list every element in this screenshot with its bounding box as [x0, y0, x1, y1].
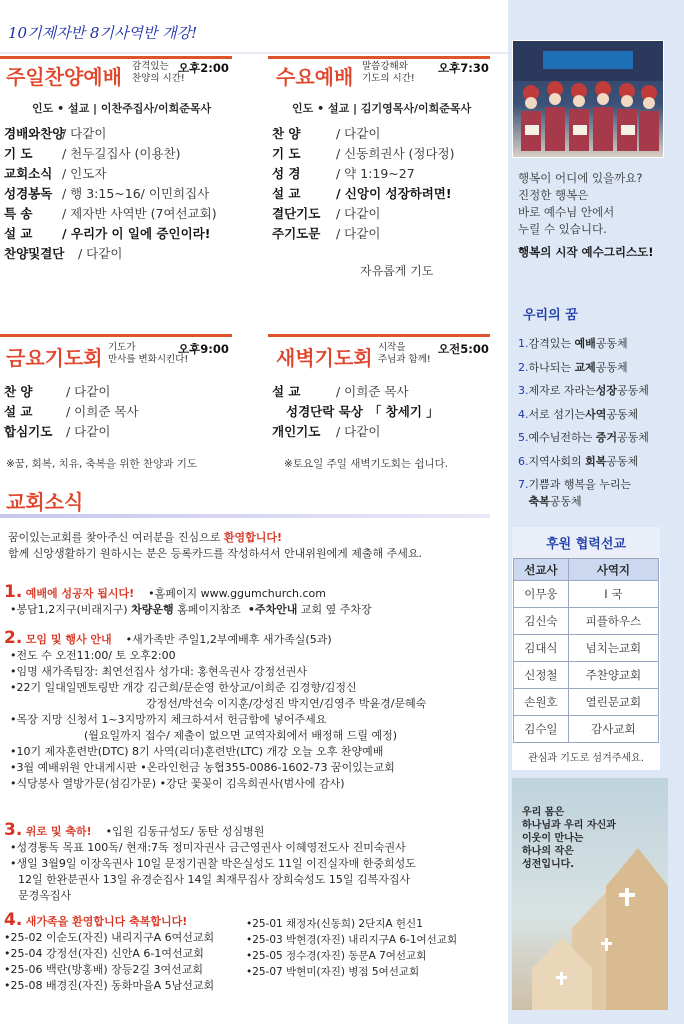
order-row: 결단기도 / 다같이	[272, 206, 381, 221]
mission-box	[512, 527, 660, 770]
group-photo	[512, 40, 664, 158]
news-section-4-right	[246, 916, 457, 980]
order-row: 설 교 / 우리가 이 일에 증인이라!	[4, 226, 211, 241]
dawn-title: 새벽기도회	[276, 346, 373, 370]
news-line: •22기 일대일멘토링반 개강 김근희/문순영 한상교/이희준 김경향/김정신	[10, 681, 357, 694]
dream-item: 4.서로 섬기는사역공동체	[518, 407, 639, 421]
table-row: 신정철 주찬양교회	[514, 662, 659, 689]
sunday-order	[4, 124, 217, 264]
order-row: 찬 양 / 다같이	[4, 384, 111, 399]
divider	[0, 52, 508, 54]
sunday-time: 오후2:00	[178, 61, 229, 75]
order-row: 개인기도 / 다같이	[272, 424, 381, 439]
news-line: •25-03 박현경(자진) 내리지구A 6-1여선교회	[246, 934, 458, 946]
friday-subtitle: 기도가 만사를 변화시킨다!	[108, 342, 189, 365]
news-divider	[0, 514, 490, 518]
mission-table: 선교사 사역지 이무웅 I 국 김신숙 피플하우스 김대식 넘치는교회 신정철 주찬양교회 손원호 열린문교회 김수일 감사교회	[513, 558, 659, 743]
news-section-2: 2. 모임 및 행사 안내 •새가족반 주일1,2부예배후 새가족실(5과) •전도 수 오전11:00/ 토 오후2:00 •임명 새가족팀장: 최연선집사 성가대: 홍현옥권사 강정선권사 •22기 일대일멘토링반 개강 김근희/문순영 한상교/이희준 김경향/김정신 강정선/박선숙 이지훈/강성진 박지연/김영주 박윤경/문혜숙 •목장 지망 신청서 1~3지망까지 체크하셔서 헌금함에 넣어주세요 (월요일까지 접수/ 제출이 없으면 교역자회에서 배정해 드릴 예정) •10기 제자훈련반(DTC) 8기 사역(리더)훈련반(LTC) 개강 오늘 오후 찬양예배 •3월 예배위원 안내게시판 •온라인헌금 농협355-0086-1602-73 꿈이있는교회 •식당봉사 열방가문(섬김가문) •강단 꽃꽂이 김옥희권사(범사에 감사)	[4, 628, 427, 790]
news-line: •25-08 배경진(자진) 동화마을A 5남선교회	[4, 979, 215, 992]
order-row: 설 교 / 신앙이 성장하려면!	[272, 186, 452, 201]
church-illustration	[512, 778, 668, 1010]
order-row: 설 교 / 이희준 목사	[272, 384, 409, 399]
table-row: 김대식 넘치는교회	[514, 635, 659, 662]
dawn-note: ※토요일 주일 새벽기도회는 쉽니다.	[284, 458, 449, 470]
table-row: 이무웅 I 국	[514, 581, 659, 608]
wednesday-leaders: 인도 • 설교 | 김기영목사/이희준목사	[292, 102, 472, 115]
order-row: 성경단락 묵상 「 창세기 」	[286, 404, 439, 419]
dawn-time: 오전5:00	[438, 342, 489, 356]
wednesday-bar	[268, 56, 490, 59]
news-line: •성경통독 목표 100독/ 현재:7독 정미자권사 금근영권사 이혜영전도사 진미숙권사	[10, 841, 406, 854]
wednesday-order	[272, 124, 455, 244]
news-section-4: 4. 새가족을 환영합니다 축복합니다! •25-02 이순도(자진) 내리지구A 6여선교회 •25-04 강정선(자진) 신안A 6-1여선교회 •25-06 백란(방홍배) 장등2길 3여선교회 •25-08 배경진(자진) 동화마을A 5남선교회	[4, 910, 215, 992]
wednesday-subtitle: 말씀강해와 기도의 시간!	[362, 61, 415, 84]
table-row: 손원호 열린문교회	[514, 689, 659, 716]
news-section-3: 3. 위로 및 축하! •입원 김동규성도/ 동탄 성심병원 •성경통독 목표 100독/ 현재:7독 정미자권사 금근영권사 이혜영전도사 진미숙권사 •생일 3월9일 이장옥권사 10일 문정기권찰 박은실성도 11일 이진실자매 한중희성도 12일 한완분권사 13일 유경순집사 14일 최재무집사 장희숙성도 15일 김복자집사 문경옥집사	[4, 820, 416, 902]
news-line: •목장 지망 신청서 1~3지망까지 체크하셔서 헌금함에 넣어주세요	[10, 713, 327, 726]
order-row: 설 교 / 이희준 목사	[4, 404, 139, 419]
order-row: 주기도문 / 다같이	[272, 226, 381, 241]
news-line: •25-04 강정선(자진) 신안A 6-1여선교회	[4, 947, 204, 960]
news-line: •25-02 이순도(자진) 내리지구A 6여선교회	[4, 931, 215, 944]
sunday-title: 주일찬양예배	[6, 65, 122, 89]
order-row: 성 경 / 약 1:19~27	[272, 166, 415, 181]
dream-item: 2.하나되는 교제공동체	[518, 360, 628, 374]
table-row: 김신숙 피플하우스	[514, 608, 659, 635]
mission-footer: 관심과 기도로 섬겨주세요.	[528, 753, 644, 764]
news-line: (월요일까지 접수/ 제출이 없으면 교역자회에서 배정해 드릴 예정)	[84, 729, 398, 742]
news-line: •10기 제자훈련반(DTC) 8기 사역(리더)훈련반(LTC) 개강 오늘 오후 찬양예배	[10, 745, 384, 758]
dream-item: 5.예수님전하는 증거공동체	[518, 431, 649, 444]
order-row: 찬양및결단 / 다같이	[4, 246, 123, 261]
news-line: •임명 새가족팀장: 최연선집사 성가대: 홍현옥권사 강정선권사	[10, 665, 308, 678]
news-line: •25-05 정수경(자진) 동문A 7여선교회	[246, 950, 427, 962]
order-row: 찬 양 / 다같이	[272, 126, 381, 141]
friday-title: 금요기도회	[6, 346, 103, 370]
news-line: •25-06 백란(방홍배) 장등2길 3여선교회	[4, 963, 204, 976]
news-section-1: 1. 예배에 성공자 됩시다! •홈페이지 www.ggumchurch.com •봉담1,2지구(비래지구) 차량운행 홈페이지참조 •주차안내 교회 옆 주차장	[4, 582, 372, 616]
mission-title: 후원 협력선교	[512, 527, 660, 558]
sunday-bar	[0, 56, 232, 59]
art-caption: 우리 몸은 하나님과 우리 자신과 이웃이 만나는 하나의 작은 성전입니다.	[522, 807, 616, 870]
order-row: 성경봉독 / 행 3:15~16/ 이민희집사	[4, 186, 210, 201]
news-line: 강정선/박선숙 이지훈/강성진 박지연/김영주 박윤경/문혜숙	[146, 697, 427, 710]
friday-note: ※꿈, 회복, 치유, 축복을 위한 찬양과 기도	[6, 458, 197, 470]
news-line: •전도 수 오전11:00/ 토 오후2:00	[10, 649, 176, 662]
order-row: 경배와찬양/ 다같이	[4, 126, 107, 141]
dream-item: 3.제자로 자라는성장공동체	[518, 384, 649, 397]
dream-item: 1.감격있는 예배공동체	[518, 337, 628, 350]
news-title: 교회소식	[6, 490, 84, 514]
table-row: 김수일 감사교회	[514, 716, 659, 743]
sunday-leaders: 인도 • 설교 | 이찬주집사/이희준목사	[32, 102, 212, 115]
order-row: 기 도 / 신동희권사 (정다정)	[272, 146, 455, 161]
dream-item: 6.지역사회의 회복공동체	[518, 454, 639, 468]
dream-item: 7.기쁨과 행복을 누리는 축복공동체	[518, 478, 632, 508]
news-line: 문경옥집사	[18, 889, 72, 902]
dawn-subtitle: 시작을 주님과 함께!	[378, 342, 431, 365]
welcome-message: 꿈이있는교회를 찾아주신 여러분을 진심으로 환영합니다! 함께 신앙생활하기 원하시는 분은 등록카드를 작성하셔서 안내위원에게 제출해 주세요.	[8, 531, 423, 560]
wednesday-time: 오후7:30	[438, 61, 489, 75]
order-row: 교회소식 / 인도자	[4, 166, 107, 181]
friday-order	[4, 382, 139, 442]
dawn-order	[272, 382, 439, 442]
news-line: •식당봉사 열방가문(섬김가문) •강단 꽃꽂이 김옥희권사(범사에 감사)	[10, 777, 345, 790]
order-row: 특 송 / 제자반 사역반 (7여선교회)	[4, 206, 217, 221]
sunday-subtitle: 감격있는 찬양의 시간!	[132, 61, 185, 84]
wednesday-title: 수요예배	[276, 65, 354, 89]
news-line: 12일 한완분권사 13일 유경순집사 14일 최재무집사 장희숙성도 15일 김복자집사	[18, 873, 411, 886]
dream-title: 우리의 꿈	[523, 308, 578, 323]
order-row: 합심기도 / 다같이	[4, 424, 111, 439]
order-row: 기 도 / 천두길집사 (이용찬)	[4, 146, 181, 161]
friday-time: 오후9:00	[178, 342, 229, 356]
news-line: •25-01 채정자(신동희) 2단지A 헌신1	[246, 918, 423, 930]
top-handwritten-note: 10기제자반 8기사역반 개강!	[8, 24, 198, 42]
wednesday-note: 자유롭게 기도	[360, 264, 434, 278]
dream-list	[518, 332, 649, 510]
friday-bar	[0, 334, 232, 337]
news-line: •생일 3월9일 이장옥권사 10일 문정기권찰 박은실성도 11일 이진실자매 한중희성도	[10, 857, 416, 870]
dawn-bar	[268, 334, 490, 337]
happiness-text: 행복이 어디에 있을까요? 진정한 행복은 바로 예수님 안에서 누릴 수 있습니다. 행복의 시작 예수그리스도!	[518, 171, 654, 259]
news-line: •25-07 박현미(자진) 병점 5여선교회	[246, 966, 420, 978]
news-line: •3월 예배위원 안내게시판 •온라인헌금 농협355-0086-1602-73 꿈이있는교회	[10, 761, 395, 774]
